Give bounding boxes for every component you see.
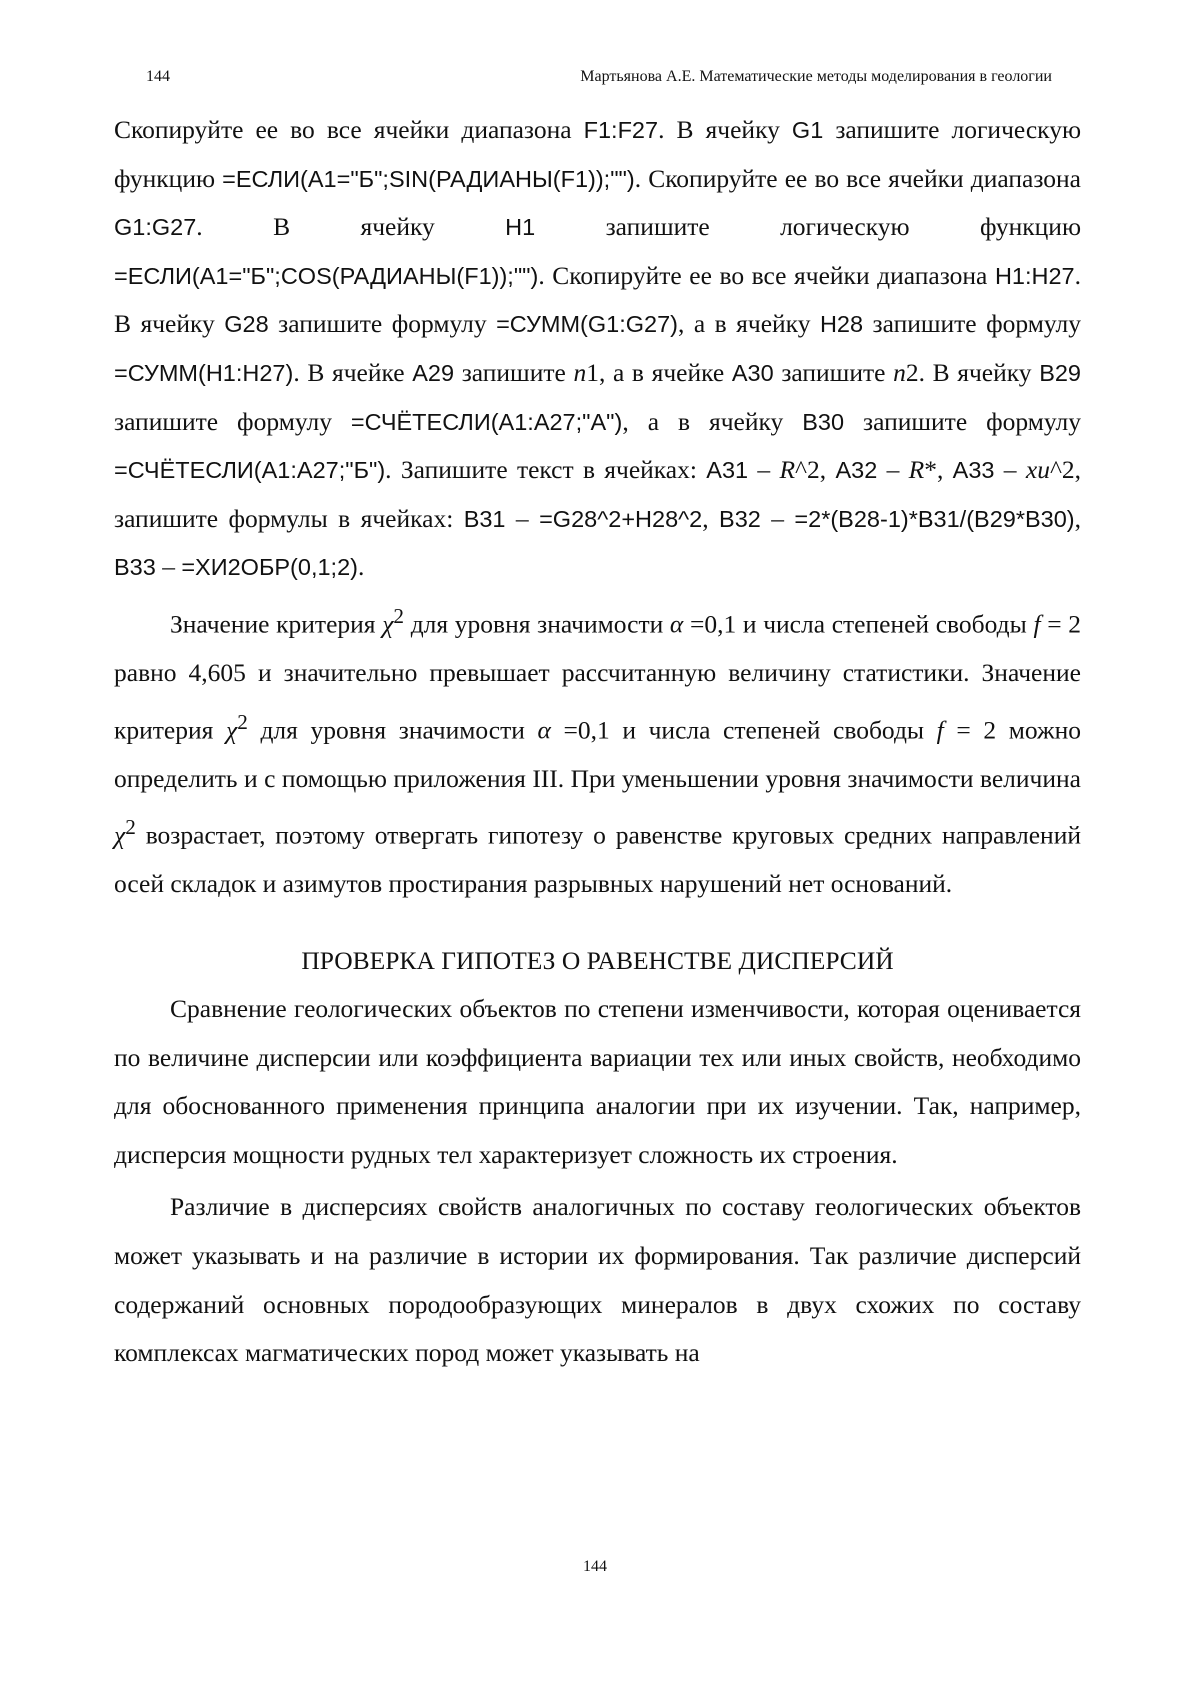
text: . Скопируйте ее во все ячейки диапазона: [634, 163, 1081, 193]
text: ^2,: [795, 455, 836, 485]
text: –: [877, 455, 909, 485]
text: –: [994, 455, 1026, 485]
text: ,: [1074, 503, 1082, 533]
superscript: 2: [125, 815, 136, 840]
variable: R: [908, 455, 925, 485]
text: для уровня значимости: [247, 715, 538, 745]
chi-symbol: χ: [382, 609, 394, 639]
alpha-symbol: α: [669, 609, 684, 639]
text: запишите формулу: [863, 309, 1081, 339]
variable: n: [573, 357, 587, 387]
cell-ref: B30: [802, 408, 845, 435]
text: запишите: [773, 357, 894, 387]
chi-symbol: χ: [225, 715, 238, 745]
formula: =G28^2+H28^2: [539, 505, 703, 532]
chi-symbol: χ: [114, 820, 126, 850]
section-title: ПРОВЕРКА ГИПОТЕЗ О РАВЕНСТВЕ ДИСПЕРСИЙ: [301, 946, 894, 975]
text: запишите формулу: [844, 406, 1081, 436]
text: . В ячейку: [114, 260, 1081, 339]
text: =0,1 и числа степеней свободы: [550, 715, 937, 745]
text: =0,1 и числа степеней свободы: [683, 609, 1034, 639]
text: 1, а в ячейке: [586, 357, 732, 387]
text: для уровня значимости: [404, 609, 670, 639]
text: .: [357, 552, 365, 582]
cell-ref: A30: [731, 359, 774, 386]
text: запишите: [454, 357, 574, 387]
header-running-title: Мартьянова А.Е. Математические методы моделирования в геологии: [580, 68, 1052, 85]
cell-ref: A31: [706, 457, 749, 484]
text: . В ячейку: [658, 115, 792, 144]
variable: f: [936, 715, 944, 745]
text: . Запишите текст в ячейках:: [385, 455, 707, 485]
text: . В ячейку: [196, 212, 506, 242]
text: –: [760, 503, 795, 533]
formula: =СЧЁТЕСЛИ(A1:A27;"Б"): [114, 457, 386, 484]
text: *,: [924, 455, 953, 485]
text: . Скопируйте ее во все ячейки диапазона: [538, 260, 995, 290]
cell-ref: B32: [719, 505, 761, 532]
formula: =ЕСЛИ(A1="Б";SIN(РАДИАНЫ(F1));""): [222, 165, 635, 192]
variable: xu: [1025, 455, 1050, 485]
alpha-symbol: α: [537, 715, 551, 745]
variable: n: [893, 357, 906, 387]
formula: =ХИ2ОБР(0,1;2): [181, 554, 358, 581]
cell-range: H1:H27: [994, 262, 1075, 289]
formula: =СУММ(G1:G27): [496, 311, 679, 338]
superscript: 2: [237, 709, 248, 734]
footer-page-number: 144: [583, 1558, 607, 1575]
formula: =ЕСЛИ(A1="Б";COS(РАДИАНЫ(F1));""): [114, 262, 539, 289]
text: запишите логическую функцию: [114, 115, 1081, 193]
text: запишите формулу: [114, 406, 351, 436]
variable: R: [779, 455, 796, 485]
cell-ref: A29: [412, 359, 455, 386]
text: Скопируйте ее во все ячейки диапазона: [114, 115, 584, 144]
text: запишите логическую функцию: [535, 212, 1081, 242]
formula: =СУММ(H1:H27): [114, 359, 294, 386]
paragraph-variance-comparison: Сравнение геологических объектов по степени изменчивости, которая оценивается по величине дисперсии или коэффициента вариации тех или иных свойств, необходимо для обоснованного применения принципа аналогии при их изучении. Так, например, дисперсия мощности рудных тел характеризует сложность их строения.: [114, 994, 1081, 1169]
text: = 2 равно 4,605 и значительно превышает рассчитанную величину статистики. Значение критерия: [114, 609, 1081, 745]
variable: f: [1033, 609, 1041, 639]
cell-range: F1:F27: [583, 117, 659, 143]
text: = 2 можно определить и с помощью приложения III. При уменьшении уровня значимости величина: [114, 715, 1081, 793]
text: ^2, запишите формулы в ячейках:: [114, 455, 1082, 533]
text: запишите формулу: [268, 309, 497, 339]
text: Значение критерия: [170, 609, 383, 639]
text: . В ячейке: [293, 357, 413, 387]
text: , а в ячейку: [678, 309, 820, 339]
cell-ref: G28: [224, 311, 269, 338]
cell-ref: H28: [819, 311, 864, 338]
text: –: [155, 552, 182, 582]
paragraph-chi-square-result: [114, 592, 1081, 909]
text: , а в ячейку: [622, 406, 803, 436]
cell-ref: H1: [505, 214, 536, 241]
cell-ref: B29: [1039, 359, 1082, 386]
cell-ref: A32: [835, 457, 878, 484]
paragraph-variance-differences: Различие в дисперсиях свойств аналогичных по составу геологических объектов может указывать и на различие в истории их формирования. Так различие дисперсий содержаний основных породообразующих минералов в двух схожих по составу комплексах магматических пород может указывать на: [114, 1192, 1081, 1368]
cell-ref: A33: [952, 457, 995, 484]
cell-range: G1:G27: [114, 214, 197, 241]
paragraph-excel-instructions: [114, 106, 1081, 592]
text: ,: [702, 503, 720, 533]
text: возрастает, поэтому отвергать гипотезу о равенстве круговых средних направлений осей складок и азимутов простирания разрывных нарушений нет оснований.: [114, 820, 1081, 899]
text: –: [505, 503, 540, 533]
header-page-number: 144: [146, 68, 170, 85]
text: 2. В ячейку: [905, 357, 1040, 387]
page-content: [114, 106, 1081, 1378]
formula: =2*(B28-1)*B31/(B29*B30): [794, 505, 1075, 532]
text: –: [748, 455, 780, 485]
cell-ref: G1: [791, 117, 824, 143]
formula: =СЧЁТЕСЛИ(A1:A27;"A"): [350, 408, 623, 435]
superscript: 2: [393, 603, 405, 628]
cell-ref: B31: [463, 505, 506, 532]
cell-ref: B33: [114, 554, 156, 581]
